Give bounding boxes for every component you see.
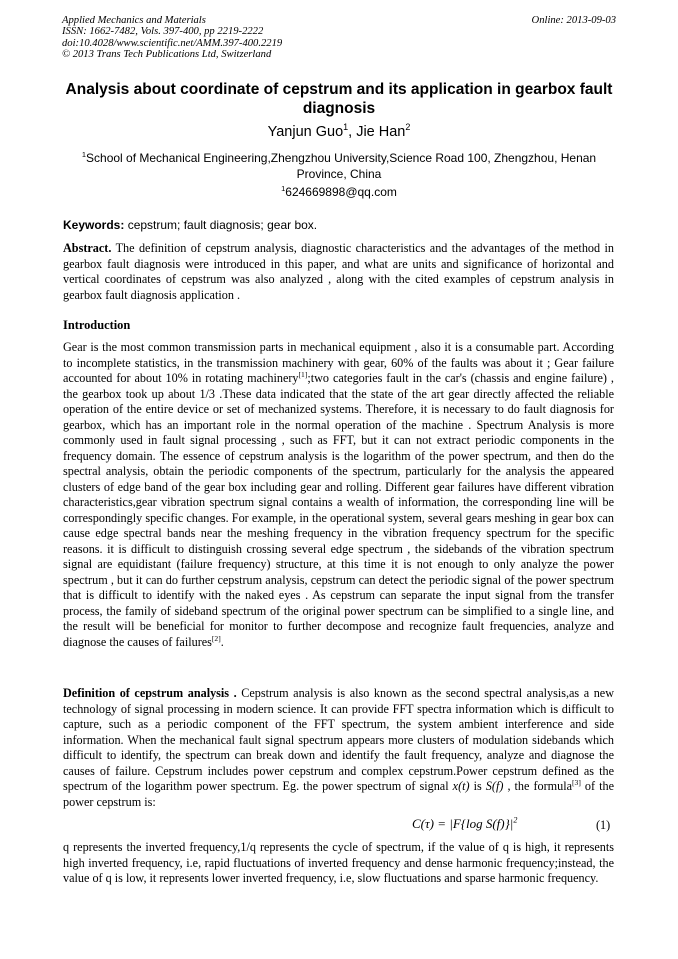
paper-title: Analysis about coordinate of cepstrum and its application in gearbox fault diagnosis (65, 81, 613, 117)
journal-name: Applied Mechanics and Materials (62, 15, 206, 26)
abstract-label: Abstract. (63, 241, 112, 255)
definition-paragraph (63, 686, 614, 810)
journal-header (62, 15, 616, 61)
issn-line: ISSN: 1662-7482, Vols. 397-400, pp 2219-2222 (62, 26, 264, 38)
copyright-line: © 2013 Trans Tech Publications Ltd, Switzerland (62, 49, 272, 61)
definition-text-2: , the formula (503, 779, 573, 793)
online-date: Online: 2013-09-03 (531, 15, 616, 26)
equation-exponent: 2 (513, 815, 518, 825)
author-1: Yanjun Guo (267, 124, 344, 140)
affiliation (62, 151, 616, 182)
introduction-text-1: Gear is the most common transmission parts in mechanical equipment , also it is a consumable part. According to incomplete statistics, in the transmission machinery with gear, 60% of the faults was about it ; Gear failure accounted for about 10% in rotating machinery (63, 340, 614, 385)
affiliation-text: School of Mechanical Engineering,Zhengzhou University,Science Road 100, Zhengzhou, Henan Province, China (86, 151, 597, 181)
email-address[interactable]: 624669898@qq.com (285, 185, 397, 199)
keywords-text: cepstrum; fault diagnosis; gear box. (124, 218, 318, 232)
keywords (63, 218, 615, 233)
author-2-affil-mark: 2 (405, 122, 411, 133)
definition-is: is (469, 779, 486, 793)
abstract-text: The definition of cepstrum analysis, diagnostic characteristics and the advantages of the method in gearbox fault diagnosis were introduced in this paper, and what are units and significance of horizontal and vertical coordinates of cepstrum was also analyzed , along with the cited examples of cepstrum analysis in gearbox fault diagnosis application . (63, 241, 614, 302)
doi-line: doi:10.4028/www.scientific.net/AMM.397-400.2219 (62, 37, 283, 49)
symbol-s-of-f: S(f) (485, 779, 504, 793)
definition-text-3: of the power cepstrum is: (63, 779, 614, 809)
abstract (63, 241, 614, 303)
author-1-affil-mark: 1 (343, 122, 349, 133)
equation-number: (1) (596, 818, 611, 832)
author-line (62, 123, 616, 141)
author-separator: , (348, 124, 357, 140)
introduction-text-3: . (220, 634, 224, 649)
author-2: Jie Han (356, 124, 406, 140)
keywords-label: Keywords: (63, 218, 125, 232)
email-mark: 1 (281, 184, 286, 193)
introduction-heading: Introduction (63, 318, 131, 332)
citation-3[interactable]: [3] (572, 777, 581, 787)
inverted-frequency-paragraph: q represents the inverted frequency,1/q represents the cycle of spectrum, if the value of q is high, it represents high inverted frequency, i.e, rapid fluctuations of inverted frequency and dense harmonic frequency;instead, the value of q is low, it represents lower inverted frequency, i.e, slow fluctuations and sparse harmonic frequency. (63, 840, 614, 885)
introduction-paragraph (63, 340, 614, 650)
affiliation-mark: 1 (81, 150, 87, 159)
symbol-x-of-t: x(t) (452, 779, 470, 793)
cepstrum-equation (412, 815, 517, 833)
definition-text-1: Cepstrum analysis is also known as the second spectral analysis,as a new technology of signal processing in modern science. It can provide FFT spectra information which is difficult to capture, such as a periodic component of the FFT spectrum, the system ambient interference and side information. When the mechanical fault signal spectrum appears more clusters of modulation sidebands which difficult to identify, the spectrum can break down and identify the fault frequency, analyze and diagnose the causes of failure. Cepstrum includes power cepstrum and complex cepstrum.Power cepstrum defined as the spectrum of the logarithm power spectrum. Eg. the power spectrum of signal (63, 686, 614, 793)
equation-body: C(τ) = |F{log S(f)}| (412, 816, 514, 831)
introduction-text-2: ;two categories fault in the car's (chassis and engine failure) , the gearbox took up about 1/3 .These data indicated that the state of the art gear directly affected the reliable operation of the entire device or set of mechanized systems. Therefore, it is necessary to do fault diagnosis for gearbox, which has an important role in the normal operation of the machine . Spectrum Analysis is more commonly used in fault signal processing , such as FFT, but it can not extract periodic components in the frequency domain. The essence of cepstrum analysis is the logarithm of the power spectrum, and then do the spectral analysis, obtain the periodic components of the spectrum, particularly for the analysis the appeared clusters of edge band of the gear box including gear and rolling. Different gear failures have different vibration characteristics,gear vibration spectrum signal contains a wealth of information, the corresponding line will be correspondingly specific changes. For example, in the operational system, several gears meshing in gear box can cause edge spectral bands near the meshing frequency in the vibration frequency spectrum for the specific reasons. it is difficult to distinguish crossing several edge spectrum , the sidebands of the vibration spectrum signal are equidistant (failure frequency) structure, at this time it is not enough to only analyze the power spectrum , but it can do further cepstrum analysis, cepstrum can detect the periodic signal of the power spectrum that is difficult to identify with the naked eyes . As cepstrum can separate the input signal from the transfer process, the family of sideband spectrum of the original power spectrum can be simplified to a single line, and the result will be beneficial for monitor to further decompose and recognize fault frequencies, analyze and diagnose the causes of failures (63, 371, 614, 649)
citation-1[interactable]: [1] (298, 369, 308, 379)
citation-2[interactable]: [2] (211, 633, 221, 643)
definition-heading: Definition of cepstrum analysis . (63, 686, 237, 700)
email-line (62, 185, 616, 200)
